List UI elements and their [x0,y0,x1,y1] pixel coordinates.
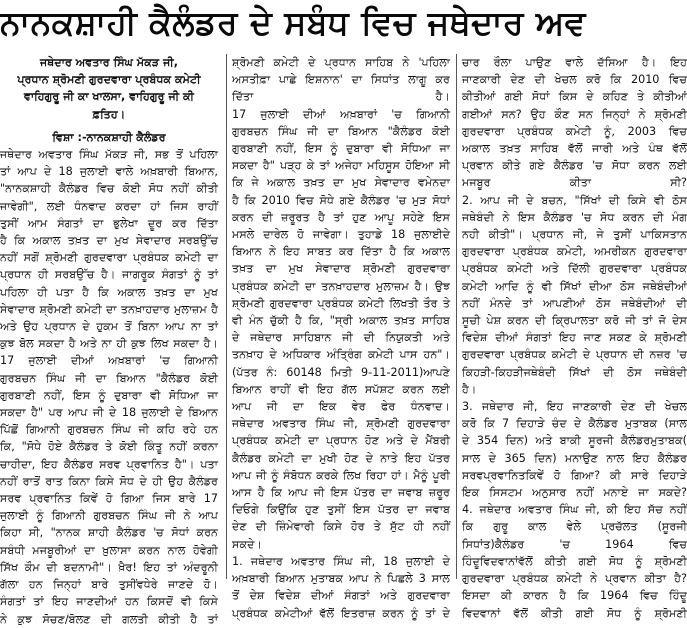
text-line: ਪ੍ਰਬੰਧਕ ਕਮੇਟੀ ਅਤੇ ਦਿੱਲੀ ਗੁਰਦਵਾਰਾ ਪ੍ਰਬੰਧਕ [462,262,687,276]
text-line: ਪ੍ਰਬੰਧਕ ਕਮੇਟੀ ਦਾ ਪ੍ਰਧਾਨ ਹੋਣ ਅਤੇ ਦੇ ਮੈਂਬਰੀ [232,434,450,448]
article-column-3 [462,54,687,620]
text-line: ਤਾਂ ਆਪ ਦੇ 18 ਜੁਲਾਈ ਵਾਲੇ ਅਖ਼ਬਾਰੀ ਬਿਆਨ, [0,165,218,179]
text-line: ਸਿੱਖ ਕੌਮ ਦੀ ਬਦਨਾਮੀ"। ਖ਼ੈਰ! ਇਹ ਤਾਂ ਅੰਦਰੂਨੀ [0,560,218,574]
text-line: ਪ੍ਰਵਾਨ ਕੀਤੇ ਗਏ ਕੈਲੰਡਰ 'ਚ ਸੋਧਾ ਕਰਨ ਲਈ [462,159,687,173]
text-line: ਕਿਹਾ ਸੀ, "ਨਾਨਕ ਸ਼ਾਹੀ ਕੈਲੰਡਰ 'ਚ ਸੋਧਾਂ ਕਰਨ [0,526,218,540]
text-line: ਬਿਆਨ ਨੇ ਇਹ ਸਾਬਤ ਕਰ ਦਿੱਤਾ ਹੈ ਕਿ ਅਕਾਲ [232,245,450,259]
text-line: ਗੁਰਦਵਾਰਾ ਪ੍ਰਬੰਧਕ ਕਮੇਟੀ ਨੂੰ, 2003 ਵਿਚ [462,124,687,138]
text-line: ਹੈ। [462,382,477,396]
text-line: ਵਿਦੇਸ਼ ਦੀਆਂ ਸੰਗਤਾਂ ਇਹ ਜਾਣ ਸਕਣ ਕੇ ਸ਼੍ਰੋਮਣੀ [462,331,687,345]
text-line: ਬਿਆਨ ਰਾਹੀਂ ਵੀ ਇਹ ਗੱਲ ਸਪੱਸ਼ਟ ਕਰਨ ਲਈ [232,382,450,396]
text-line: ਗੁਰਦਵਾਰਾ ਪ੍ਰਬੰਧਕ ਕਮੇਟੀ ਨੇ ਪ੍ਰਵਾਨ ਕੀਤਾ ਹੈ? [462,572,687,586]
text-line: ਨਹੀਂ ਸਗੋਂ ਸ਼੍ਰੋਮਣੀ ਗੁਰਦਵਾਰਾ ਪ੍ਰਬੰਧਕ ਕਮੇਟੀ ਦਾ [0,251,218,265]
text-line: ਜੁਲਾਈ ਨੂੰ ਗਿਆਨੀ ਗੁਰਬਚਨ ਸਿੰਘ ਜੀ ਨੇ ਆਪ [0,509,218,523]
text-line: ਕਿ, "ਸੋਧੇ ਹੋਏ ਕੈਲੰਡਰ ਤੇ ਕੋਈ ਕਿੰਤੂ ਨਹੀਂ ਕਰਨਾ [0,440,218,454]
text-line: ਪਹਿਲਾ ਹੀ ਪਤਾ ਹੈ ਕਿ ਅਕਾਲ ਤਖ਼ਤ ਦਾ ਮੁਖ [0,285,218,299]
article-column-1 [0,54,218,626]
text-line: ਚਾਰ ਰੌਲਾ ਪਾਉਣ ਵਾਲੇ ਦੱਸਿਆ ਹੈ। ਇਹ [462,56,687,69]
text-line: ਗੁਰਬਚਨ ਸਿੰਘ ਜੀ ਦਾ ਬਿਆਨ "ਕੈਲੰਡਰ ਕੋਈ [0,371,218,385]
header-line: ਫ਼ਤਿਹ। [92,107,126,121]
text-line: ਪ੍ਰਧਾਨ ਹੀ ਸਰਬਉੱਚ ਹੈ। ਜਾਗਰੂਕ ਸੰਗਤਾਂ ਨੂੰ ਤਾਂ [0,268,218,282]
text-line: ਦਿਓਗੇ ਕਿਉਂਕਿ ਹੁਣ ਤੁਸੀਂ ਇਸ ਪੱਤਰ ਦਾ ਜਵਾਬ [232,503,450,517]
text-line: ਹਿੰਦੂਵਿਦਵਾਨਾਂਵੱਲੋਂ ਕੀਤੀ ਗਈ ਸੋਧ ਨੂੰ ਸ਼੍ਰੋਮਣੀ [462,554,687,568]
text-line: ਇਕ ਸਿਸਟਮ ਅਨੁਸਾਰ ਨਹੀਂ ਮਨਾਏ ਜਾ ਸਕਦੇ? [462,486,687,500]
header-line: ਵਾਹਿਗੁਰੂ ਜੀ ਕਾ ਖਾਲਸਾ, ਵਾਹਿਗੁਰੂ ਜੀ ਕੀ [23,90,195,104]
text-line: ਸੇਵਾਦਾਰ ਸ਼੍ਰੋਮਣੀ ਕਮੇਟੀ ਦਾ ਤਨਖ਼ਾਹਦਾਰ ਮੁਲਾਜ਼ਮ ਹੈ [0,302,218,316]
header-line: ਜਥੇਦਾਰ ਅਵਤਾਰ ਸਿੰਘ ਮੱਕੜ ਜੀ, [39,56,179,69]
text-line: ਸਕਦਾ ਹੈ" ਪੜ੍ਹ ਕੇ ਤਾਂ ਅਜੇਹਾ ਮਹਿਸੂਸ ਹੋਇਆ ਸੀ [232,159,450,173]
text-line: ਗੱਲਾ ਹਨ ਜਿਨ੍ਹਾਂ ਬਾਰੇ ਤੁਸੀਂਵਧੇਰੇ ਜਾਣਦੇ ਹੋ। [0,578,218,592]
text-line: ਸਾਲ ਦੇ 365 ਦਿਨ) ਮਨਾਉਣ ਨਾਲ ਇਹ ਕੈਲੰਡਰ [462,451,687,465]
text-line: ਅਕਾਲ ਤਖ਼ਤ ਸਾਹਿਬ ਵੱਲੋਂ ਜਾਰੀ ਅਤੇ ਪੰਥ ਵੱਲੋਂ [462,142,687,156]
text-line: ਇਸਦਾ ਕੀ ਕਾਰਨ ਹੈ ਕਿ 1964 ਵਿਚ ਹਿੰਦੂ [462,589,687,603]
text-line: ਸਬੰਧੀ ਮਜਬੂਰੀਆਂ ਦਾ ਖ਼ੁਲਾਸਾ ਕਰਨ ਨਾਲ ਹੋਵੇਗੀ [0,543,218,557]
text-line: ਮਸਲੇ ਦਾਰੇਲ ਹੋ ਜਾਵੇਗਾ। ਤੁਹਾਡੇ 18 ਜੁਲਾਈਦੇ [232,228,450,242]
text-line: ਕਿ ਗੁਰੂ ਕਾਲ ਵੇਲੇ ਪ੍ਰਚੱਲਤ (ਸੂਰਜੀ [462,520,687,534]
text-line: ਸੂਚੀ ਪੇਸ਼ ਕਰਨ ਦੀ ਕ੍ਰਿਪਾਲਤਾ ਕਰੋ ਜੀ ਤਾਂ ਜੋ ਦੇਸ [462,314,687,328]
text-line: ਵਿਦਵਾਨਾਂ ਵੱਲੋਂ ਕੀਤੀ ਗਈ ਸੋਧ ਨੂੰ ਸ਼੍ਰੋਮਣੀ [462,606,687,620]
text-line: ਦੇ ਜਥੇਦਾਰ ਸਾਹਿਬਾਨ ਜੀ ਦੀ ਨਿਯੁਕਤੀ ਅਤੇ [232,331,450,345]
text-line: ਪ੍ਰਬੰਧਕ ਕਮੇਟੀਆਂ ਵੱਲੋਂ ਇਤਰਾਜ਼ ਕਰਨ ਨੂੰ ਤਾਂ ਦੇ [232,606,450,620]
column-body [0,146,218,628]
text-line: ਕਿਹੜੀ-ਕਿਹੜੀਜਥੇਬੰਦੀ ਸਿੱਖਾਂ ਦੀ ਠੋਸ ਜਥੇਬੰਦੀ [462,365,687,379]
text-line: ਦੇ 354 ਦਿਨ) ਅਤੇ ਬਾਕੀ ਸੂਰਜੀ ਕੈਲੰਡਰਮੁਤਾਬਕ( [462,434,687,448]
text-line: ਸਕਦਾ ਹੈ" ਪਰ ਆਪ ਜੀ ਦੇ 18 ਜੁਲਾਈ ਦੇ ਬਿਆਨ [0,406,218,420]
text-line: ਕਰਨ ਦੀ ਜ਼ਰੂਰਤ ਹੈ ਤਾਂ ਹੁਣ ਆਪੂ ਸਹੇਣੇ ਇਸ [232,210,450,224]
text-line: ਜਾਵੇਗੀ", ਲਈ ਧੰਨਵਾਦ ਕਰਦਾ ਹਾਂ ਜਿਸ ਰਾਹੀਂ [0,199,218,213]
text-line: ਨੇ ਕੁਝ ਸੋਚਣ/ਬੋਲਣ ਦੀ ਗਲਤੀ ਕੀਤੀ ਹੈ ਤਾਂ [0,612,218,626]
text-line: "ਨਾਨਕਸ਼ਾਹੀ ਕੈਲੰਡਰ ਵਿਚ ਕੋਈ ਸੋਧ ਨਹੀਂ ਕੀਤੀ [0,182,218,196]
column-body [462,54,687,622]
text-line: ਕਿ ਜੇ ਅਕਾਲ ਤਖ਼ਤ ਦਾ ਮੁਖ ਸੇਵਾਦਾਰ ਵਮੇਨਦਾ [232,176,450,190]
text-line: ਗੁਰਬਚਨ ਸਿੰਘ ਜੀ ਦਾ ਬਿਆਨ "ਕੈਲੰਡਰ ਕੋਈ [232,124,450,138]
text-line: ਤਖ਼ਤ ਦਾ ਮੁਖ ਸੇਵਾਦਾਰ ਸ਼੍ਰੋਮਣੀ ਗੁਰਦਵਾਰਾ [232,262,450,276]
text-line: ਦੇਣ ਦੀ ਜ਼ਿੰਮੇਵਾਰੀ ਕਿਸੇ ਹੋਰ ਤੇ ਸੁੱਟ ਹੀ ਨਹੀਂ [232,520,450,534]
text-line: ਹੈ ਕਿ ਅਕਾਲ ਤਖ਼ਤ ਦਾ ਮੁਖ ਸੇਵਾਦਾਰ ਸਰਬਉੱਚ [0,234,218,248]
text-line: ਅਸਤੀਫ਼ਾ ਪਾਛੇ ਇਸ਼ਨਾਨ' ਦਾ ਸਿਧਾਂਤ ਲਾਗੂ ਕਰ [232,73,450,87]
text-line: ਗੁਰਦਵਾਰਾ ਪ੍ਰਬੰਧਕ ਕਮੇਟੀ, ਅਮਰੀਕਨ ਗੁਰਦਵਾਰਾ [462,245,687,259]
text-line: ਪਿੱਛੋਂ ਗਿਆਨੀ ਗੁਰਬਚਨ ਸਿੰਘ ਜੀ ਕਹਿ ਰਹੇ ਹਨ [0,423,218,437]
text-line: ਚਾਹੀਦਾ, ਇਹ ਕੈਲੰਡਰ ਸਰਵ ਪ੍ਰਵਾਨਿਤ ਹੈ"। ਪਤਾ [0,457,218,471]
text-line: ਤੁਸੀਂ ਆਮ ਸੰਗਤਾਂ ਦਾ ਭੁਲੇਖਾ ਦੂਰ ਕਰ ਦਿੱਤਾ [0,216,218,230]
text-line: ਨਹੀ ਕੀਤੀ"। ਪ੍ਰਧਾਨ ਜੀ, ਜੇ ਤੁਸੀਂ ਪਾਕਿਸਤਾਨ [462,228,687,242]
subject-line: ਵਿਸ਼ਾ :-ਨਾਨਕਸ਼ਾਹੀ ਕੈਲੰਡਰ [52,130,166,144]
text-line: ਤੋਂ ਦੇਸ਼ ਵਿਦੇਸ਼ ਦੀਆਂ ਸੰਗਤਾਂ ਅਤੇ ਗੁਰਦਵਾਰਾ [232,589,450,603]
text-line: ਆਪ ਜੀ ਨੂੰ ਸੰਬੋਧਨ ਕਰਕੇ ਲਿਖ ਰਿਹਾ ਹਾਂ। ਮੈਨੂੰ ਪੂਰੀ [232,468,450,482]
text-line: ਕਮੇਟੀ ਆਦਿ ਨੂੰ ਵੀ ਸਿੱਖਾਂ ਦੀਆ ਠੋਸ ਜਥੇਬੰਦੀਆਂ [462,279,687,293]
text-line: ਨਹੀਂ ਮੰਨਦੇ ਤਾਂ ਆਪਣੀਆਂ ਠੋਸ ਜਥੇਬੰਦੀਆਂ ਦੀ [462,296,687,310]
text-line: ਕੁਝ ਬੋਲ ਸਕਦਾ ਹੈ ਅਤੇ ਨਾ ਹੀ ਕੁਝ ਲਿਖ ਸਕਦਾ ਹੈ। [0,337,218,351]
text-line: ਸੰਗਤਾਂ ਤਾਂ ਇਹ ਜਾਣਦੀਆਂ ਹਨ ਕਿਸਦੋਂ ਵੀ ਕਿਸੇ [0,595,218,609]
text-line: ਗੁਰਦਵਾਰਾ ਪ੍ਰਬੰਧਕ ਕਮੇਟੀ ਦੇ ਪ੍ਰਧਾਨ ਦੀ ਨਜ਼ਰ 'ਚ [462,348,687,362]
text-line: ਸਰਵਪ੍ਰਵਾਨਿਤਕਿਵੇਂ ਹੋ ਗਿਆ? ਕੀ ਸਾਰੇ ਦਿਹਾੜੇ [462,468,687,482]
text-line: ਅਤੇ ਉਹ ਪ੍ਰਧਾਨ ਦੇ ਹੁਕਮ ਤੋਂ ਬਿਨਾ ਆਪ ਨਾ ਤਾਂ [0,320,218,334]
text-line: 3. ਜਥੇਦਾਰ ਜੀ, ਇਹ ਜਾਣਕਾਰੀ ਦੇਣ ਦੀ ਖੇਚਲ [462,400,687,414]
text-line: 17 ਜੁਲਾਈ ਦੀਆਂ ਅਖ਼ਬਾਰਾਂ 'ਚ ਗਿਆਨੀ [0,354,218,368]
text-line: ਜਥੇਬੰਦੀ ਨੇ ਇਸ ਕੈਲੰਡਰ 'ਚ ਸੋਧ ਕਰਨ ਦੀ ਮੰਗ [462,210,687,224]
text-line: ਸਰਵ ਪ੍ਰਵਾਨਿਤ ਕਿਵੇਂ ਹੋ ਗਿਆ ਜਿਸ ਬਾਰੇ 17 [0,492,218,506]
text-line: ਜਥੇਦਾਰ ਅਵਤਾਰ ਸਿੰਘ ਜੀ, ਸ਼੍ਰੋਮਣੀ ਗੁਰਦਵਾਰਾ [232,417,450,431]
column-divider [226,54,227,579]
column-divider [456,54,457,579]
text-line: ਆਸ ਹੈ ਕਿ ਆਪ ਜੀ ਇਸ ਪੱਤਰ ਦਾ ਜਵਾਬ ਜ਼ਰੂਰ [232,486,450,500]
text-line: 2. ਆਪ ਜੀ ਦੇ ਬਚਨ, "ਸਿੱਖਾਂ ਦੀ ਕਿਸੇ ਵੀ ਠੋਸ [462,193,687,207]
text-line: 1. ਜਥੇਦਾਰ ਅਵਤਾਰ ਸਿੰਘ ਜੀ, 18 ਜੁਲਾਈ ਦੇ [232,554,450,568]
text-line: 4. ਜਥੇਦਾਰ ਅਵਤਾਰ ਸਿੰਘ ਜੀ, ਕੀ ਇਹ ਸੱਚ ਨਹੀਂ [462,503,687,517]
column-body [232,54,450,622]
text-line: ਜਥੇਦਾਰ ਅਵਤਾਰ ਸਿੰਘ ਮੱਕੜ ਜੀ, ਸਭ ਤੋਂ ਪਹਿਲਾ [0,148,218,162]
text-line: ਸਿਧਾਂਤ)ਕੈਲੰਡਰ 'ਚ 1964 ਵਿਚ [462,537,687,551]
text-line: ਗਈਆਂ ਸਨ? ਉਹ ਕੌਣ ਸਨ ਜਿਨ੍ਹਾਂ ਨੇ ਸ਼੍ਰੋਮਣੀ [462,107,687,121]
text-line: ਨਹੀਂ ਰਾਤੋਂ ਰਾਤ ਕਿਨਾ ਕਿਸੇ ਸੋਧ ਦੇ ਹੀ ਉਹ ਕੈਲੰਡਰ [0,474,218,488]
article-column-2 [232,54,450,620]
text-line: ਹੈ ਕਿ 2010 ਵਿਚ ਸੋਧੇ ਗਏ ਕੈਲੰਡਰ 'ਚ ਮੁੜ ਸੋਧਾਂ [232,193,450,207]
text-line: ਕੀਤੀਆਂ ਗਈ ਸੋਧਾਂ ਕਿਸ ਦੇ ਕਹਿਣ ਤੇ ਕੀਤੀਆਂ [462,90,687,104]
text-line: ਗੁਰਬਾਣੀ ਨਹੀਂ, ਇਸ ਨੂੰ ਦੁਬਾਰਾ ਵੀ ਸੋਧਿਆ ਜਾ [232,142,450,156]
headline: ਨਾਨਕਸ਼ਾਹੀ ਕੈਲੰਡਰ ਦੇ ਸਬੰਧ ਵਿਚ ਜਥੇਦਾਰ ਅਵ [0,3,586,42]
text-line: (ਪੱਤਰ ਨੰ: 60148 ਮਿਤੀ 9-11-2011)ਆਪਣੇ [232,365,450,379]
text-line: ਕੈਲੰਡਰ ਕਮੇਟੀ ਦਾ ਮੁਖੀ ਹੋਣ ਦੇ ਨਾਤੇ ਇਹ ਪੱਤਰ [232,451,450,465]
text-line: ਪ੍ਰਬੰਧਕ ਕਮੇਟੀ ਦਾ ਤਨਖ਼ਾਹਦਾਰ ਮੁਲਾਜ਼ਮ ਹੈ। ਉਝ [232,279,450,293]
text-line: ਤਨਖ਼ਾਹ ਦੇ ਅਧਿਕਾਰ ਅੰਤ੍ਰਿੰਗ ਕਮੇਟੀ ਪਾਸ ਹਨ"। [232,348,450,362]
text-line: ਅਖ਼ਬਾਰੀ ਬਿਆਨ ਮੁਤਾਬਕ ਆਪ ਨੇ ਪਿਛਲੇ 3 ਸਾਲ [232,572,450,586]
letter-header [0,54,218,123]
text-line: ਸਕਦੇ। [232,537,263,551]
header-line: ਪ੍ਰਧਾਨ ਸ਼੍ਰੋਮਣੀ ਗੁਰਦਵਾਰਾ ਪ੍ਰਬੰਧਕ ਕਮੇਟੀ [17,73,201,87]
text-line: ਵੀ ਮੰਨ ਚੁੱਕੀ ਹੈ ਕਿ, "ਸ੍ਰੀ ਅਕਾਲ ਤਖ਼ਤ ਸਾਹਿਬ [232,314,450,328]
text-line: ਆਪ ਜੀ ਦਾ ਇਕ ਵੇਰ ਫੇਰ ਧੰਨਵਾਦ। [232,400,450,414]
text-line: ਕਰੋ ਕਿ 7 ਦਿਹਾੜੇ ਚੰਦ ਦੇ ਕੈਲੰਡਰ ਮੁਤਾਬਕ (ਸਾਲ [462,417,687,431]
text-line: ਸ਼੍ਰੋਮਣੀ ਕਮੇਟੀ ਦੇ ਪ੍ਰਧਾਨ ਸਾਹਿਬ ਨੇ 'ਪਹਿਲਾ [232,56,450,69]
text-line: ਜਾਣਕਾਰੀ ਦੇਣ ਦੀ ਖੇਚਲ ਕਰੋ ਕਿ 2010 ਵਿਚ [462,73,687,87]
text-line: 17 ਜੁਲਾਈ ਦੀਆਂ ਅਖ਼ਬਾਰਾਂ 'ਚ ਗਿਆਨੀ [232,107,450,121]
text-line: ਮਜਬੂਰ ਕੀਤਾ ਸੀ? [462,176,687,190]
text-line: ਸ਼੍ਰੋਮਣੀ ਗੁਰਦਵਾਰਾ ਪ੍ਰਬੰਧਕ ਕਮੇਟੀ ਲਿਖਤੀ ਤੌਰ ਤੇ [232,296,450,310]
text-line: ਗੁਰਬਾਣੀ ਨਹੀਂ, ਇਸ ਨੂੰ ਦੁਬਾਰਾ ਵੀ ਸੋਧਿਆ ਜਾ [0,388,218,402]
text-line: ਦਿੱਤਾ ਹੈ। [232,90,450,104]
